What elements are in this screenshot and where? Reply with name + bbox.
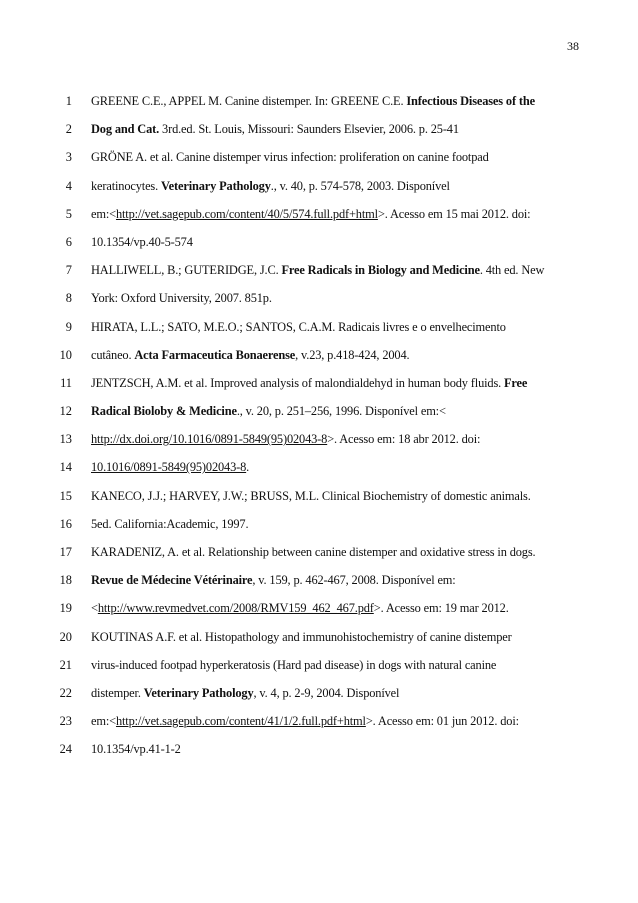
reference-text: >. Acesso em: 18 abr 2012. doi:	[327, 432, 481, 447]
reference-line	[0, 120, 638, 148]
reference-text: .	[246, 460, 250, 475]
reference-line	[0, 233, 638, 261]
reference-link[interactable]: 10.1016/0891-5849(95)02043-8	[91, 460, 247, 475]
line-number: 8	[65, 291, 72, 306]
line-number: 21	[59, 657, 72, 672]
bold-title-text: Veterinary Pathology	[161, 178, 271, 193]
reference-line	[0, 656, 638, 684]
line-number: 24	[59, 742, 72, 757]
line-text	[91, 92, 580, 110]
reference-text: cutâneo.	[91, 347, 135, 362]
reference-text: >. Acesso em 15 mai 2012. doi:	[377, 206, 531, 221]
reference-text: KANECO, J.J.; HARVEY, J.W.; BRUSS, M.L. Clinical Biochemistry of domestic animals.	[91, 488, 531, 503]
line-number: 10	[59, 347, 72, 362]
line-text	[91, 346, 580, 364]
reference-text: York: Oxford University, 2007. 851p.	[91, 291, 272, 306]
reference-line	[0, 430, 638, 458]
line-number: 19	[59, 601, 72, 616]
reference-line	[0, 712, 638, 740]
reference-line	[0, 740, 638, 768]
line-number: 6	[65, 234, 72, 249]
line-number: 1	[65, 94, 72, 108]
line-text	[91, 740, 580, 758]
line-text	[91, 656, 580, 674]
reference-text: distemper.	[91, 685, 144, 700]
bold-title-text: Free Radicals in Biology and Medicine	[281, 263, 480, 278]
reference-line	[0, 487, 638, 515]
line-text	[91, 205, 580, 223]
line-number: 3	[65, 150, 72, 165]
reference-list	[0, 92, 638, 769]
line-text	[91, 712, 580, 730]
reference-line	[0, 261, 638, 289]
bold-title-text: Acta Farmaceutica Bonaerense	[134, 347, 296, 362]
reference-text: keratinocytes.	[91, 178, 162, 193]
line-text	[91, 515, 580, 533]
reference-text: GREENE C.E., APPEL M. Canine distemper. In: GREENE C.E.	[91, 94, 407, 108]
line-number: 5	[65, 206, 72, 221]
reference-text: HALLIWELL, B.; GUTERIDGE, J.C.	[91, 263, 282, 278]
line-number: 2	[65, 122, 72, 137]
reference-text: JENTZSCH, A.M. et al. Improved analysis of malondialdehyd in human body fluids.	[91, 375, 505, 390]
reference-line	[0, 289, 638, 317]
line-text	[91, 318, 580, 336]
reference-line	[0, 628, 638, 656]
line-number: 23	[59, 714, 72, 729]
reference-text: em:<	[91, 206, 116, 221]
reference-text: , v. 159, p. 462-467, 2008. Disponível em:	[252, 573, 456, 588]
line-number: 12	[59, 404, 72, 419]
reference-text: ., v. 40, p. 574-578, 2003. Disponível	[270, 178, 450, 193]
reference-line	[0, 458, 638, 486]
line-text	[91, 289, 580, 307]
reference-line	[0, 402, 638, 430]
line-number: 11	[60, 375, 72, 390]
line-number: 13	[59, 432, 72, 447]
line-number: 20	[59, 629, 72, 644]
reference-text: >. Acesso em: 19 mar 2012.	[373, 601, 509, 616]
line-number: 22	[59, 685, 72, 700]
reference-line	[0, 346, 638, 374]
reference-text: KOUTINAS A.F. et al. Histopathology and immunohistochemistry of canine distemper	[91, 629, 512, 644]
line-text	[91, 599, 580, 617]
line-text	[91, 430, 580, 448]
reference-line	[0, 374, 638, 402]
line-text	[91, 233, 580, 251]
line-text	[91, 261, 580, 279]
reference-link[interactable]: http://vet.sagepub.com/content/40/5/574.full.pdf+html	[115, 206, 378, 221]
reference-line	[0, 92, 638, 120]
reference-line	[0, 571, 638, 599]
line-text	[91, 571, 580, 589]
line-number: 4	[65, 178, 72, 193]
line-number: 14	[59, 460, 72, 475]
reference-text: . 4th ed. New	[479, 263, 545, 278]
reference-link[interactable]: http://www.revmedvet.com/2008/RMV159_462_467.pdf	[97, 601, 374, 616]
line-text	[91, 458, 580, 476]
reference-text: KARADENIZ, A. et al. Relationship between canine distemper and oxidative stress in dogs.	[91, 545, 536, 559]
reference-text: 5ed. California:Academic, 1997.	[91, 516, 249, 531]
reference-text: >. Acesso em: 01 jun 2012. doi:	[365, 714, 519, 729]
reference-line	[0, 205, 638, 233]
reference-text: 3rd.ed. St. Louis, Missouri: Saunders Elsevier, 2006. p. 25-41	[159, 122, 459, 137]
page-number: 38	[567, 39, 579, 53]
line-text	[91, 120, 580, 138]
reference-line	[0, 684, 638, 712]
reference-text: 10.1354/vp.40-5-574	[91, 234, 193, 249]
reference-text: HIRATA, L.L.; SATO, M.E.O.; SANTOS, C.A.M. Radicais livres e o envelhecimento	[91, 319, 506, 334]
line-number: 17	[59, 545, 72, 559]
reference-line	[0, 148, 638, 176]
reference-text: em:<	[91, 714, 116, 729]
reference-line	[0, 515, 638, 543]
line-number: 7	[65, 263, 72, 278]
bold-title-text: Free	[504, 375, 528, 390]
reference-text: 10.1354/vp.41-1-2	[91, 742, 181, 757]
reference-link[interactable]: http://dx.doi.org/10.1016/0891-5849(95)02043-8	[91, 432, 328, 447]
bold-title-text: Dog and Cat.	[91, 122, 160, 137]
line-number: 15	[59, 488, 72, 503]
line-text	[91, 374, 580, 392]
reference-line	[0, 599, 638, 627]
line-text	[91, 487, 580, 505]
bold-title-text: Radical Bioloby & Medicine	[91, 404, 237, 419]
bold-title-text: Infectious Diseases of the	[406, 94, 535, 108]
bold-title-text: Veterinary Pathology	[143, 685, 254, 700]
line-text	[91, 543, 580, 561]
line-text	[91, 402, 580, 420]
reference-text: , v. 4, p. 2-9, 2004. Disponível	[253, 685, 400, 700]
line-number: 9	[65, 319, 72, 334]
reference-text: ., v. 20, p. 251–256, 1996. Disponível em:<	[236, 404, 446, 419]
line-number: 16	[59, 516, 72, 531]
reference-line	[0, 177, 638, 205]
reference-text: , v.23, p.418-424, 2004.	[295, 347, 410, 362]
reference-text: <	[91, 601, 98, 616]
line-text	[91, 684, 580, 702]
line-number: 18	[59, 573, 72, 588]
bold-title-text: Revue de Médecine Vétérinaire	[91, 573, 253, 588]
reference-text: GRÖNE A. et al. Canine distemper virus infection: proliferation on canine footpad	[91, 150, 489, 165]
reference-line	[0, 543, 638, 571]
line-text	[91, 148, 580, 166]
reference-link[interactable]: http://vet.sagepub.com/content/41/1/2.full.pdf+html	[115, 714, 366, 729]
reference-line	[0, 318, 638, 346]
line-text	[91, 177, 580, 195]
reference-text: virus-induced footpad hyperkeratosis (Hard pad disease) in dogs with natural canine	[91, 657, 497, 672]
line-text	[91, 628, 580, 646]
